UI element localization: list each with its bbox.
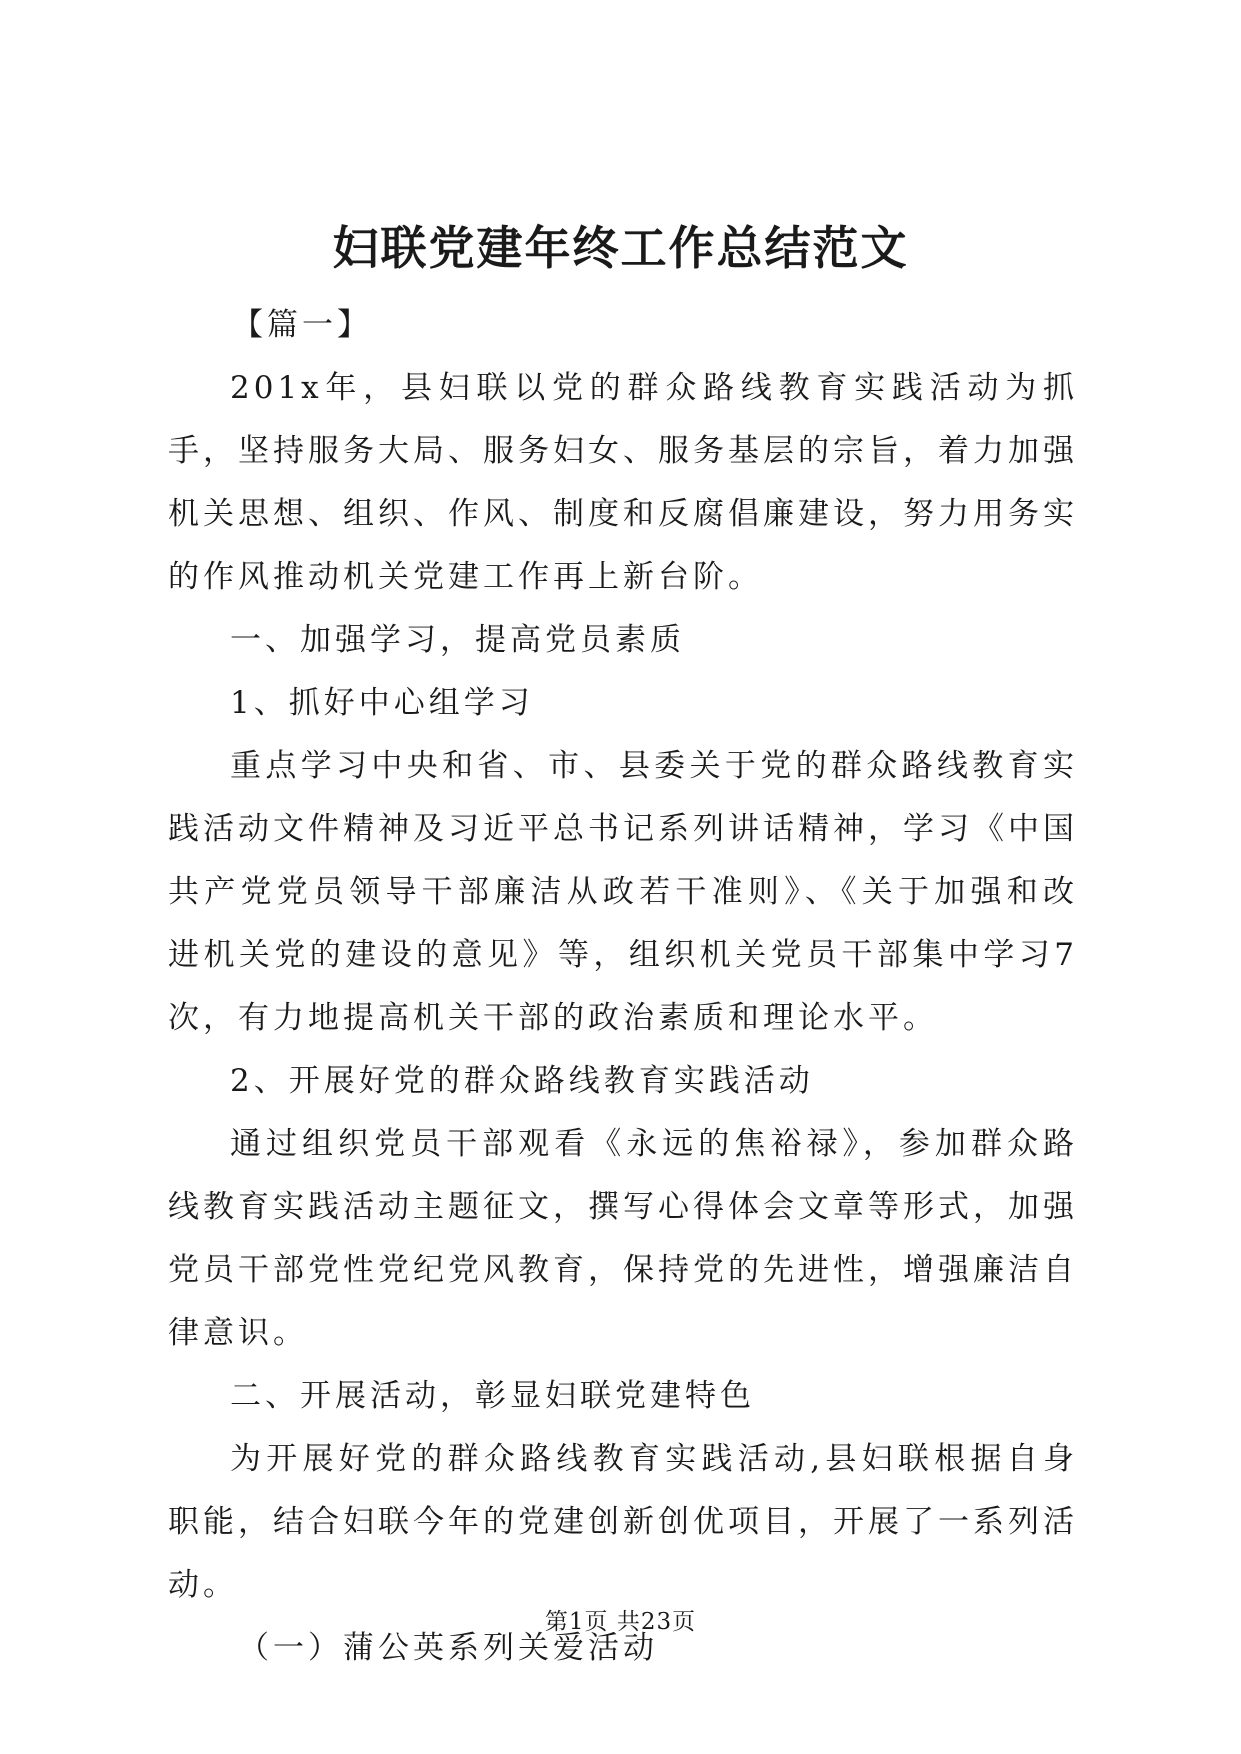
heading-level-1: 一、加强学习，提高党员素质: [230, 622, 685, 658]
heading-level-3: （一）蒲公英系列关爱活动: [238, 1630, 658, 1666]
document-title: 妇联党建年终工作总结范文: [332, 221, 909, 275]
paragraph: 重点学习中央和省、市、县委关于党的群众路线教育实践活动文件精神及习近平总书记系列讲话精神，学习《中国共产党党员领导干部廉洁从政若干准则》、《关于加强和改进机关党的建设的意见》等，组织机关党员干部集中学习7次，有力地提高机关干部的政治素质和理论水平。: [168, 748, 1078, 1036]
paragraph: 201x年，县妇联以党的群众路线教育实践活动为抓手，坚持服务大局、服务妇女、服务基层的宗旨，着力加强机关思想、组织、作风、制度和反腐倡廉建设，努力用务实的作风推动机关党建工作再上新台阶。: [168, 370, 1078, 595]
heading-level-2: 2、开展好党的群众路线教育实践活动: [230, 1063, 814, 1099]
page-footer: 第1页 共23页: [544, 1609, 697, 1635]
heading-level-1: 二、开展活动，彰显妇联党建特色: [230, 1378, 755, 1414]
paragraph: 通过组织党员干部观看《永远的焦裕禄》，参加群众路线教育实践活动主题征文，撰写心得体会文章等形式，加强党员干部党性党纪党风教育，保持党的先进性，增强廉洁自律意识。: [168, 1126, 1078, 1351]
heading-level-2: 1、抓好中心组学习: [230, 685, 534, 721]
section-label: 【篇一】: [232, 307, 372, 343]
document-body: [168, 294, 1078, 1680]
paragraph: 为开展好党的群众路线教育实践活动,县妇联根据自身职能，结合妇联今年的党建创新创优项目，开展了一系列活动。: [168, 1441, 1078, 1603]
